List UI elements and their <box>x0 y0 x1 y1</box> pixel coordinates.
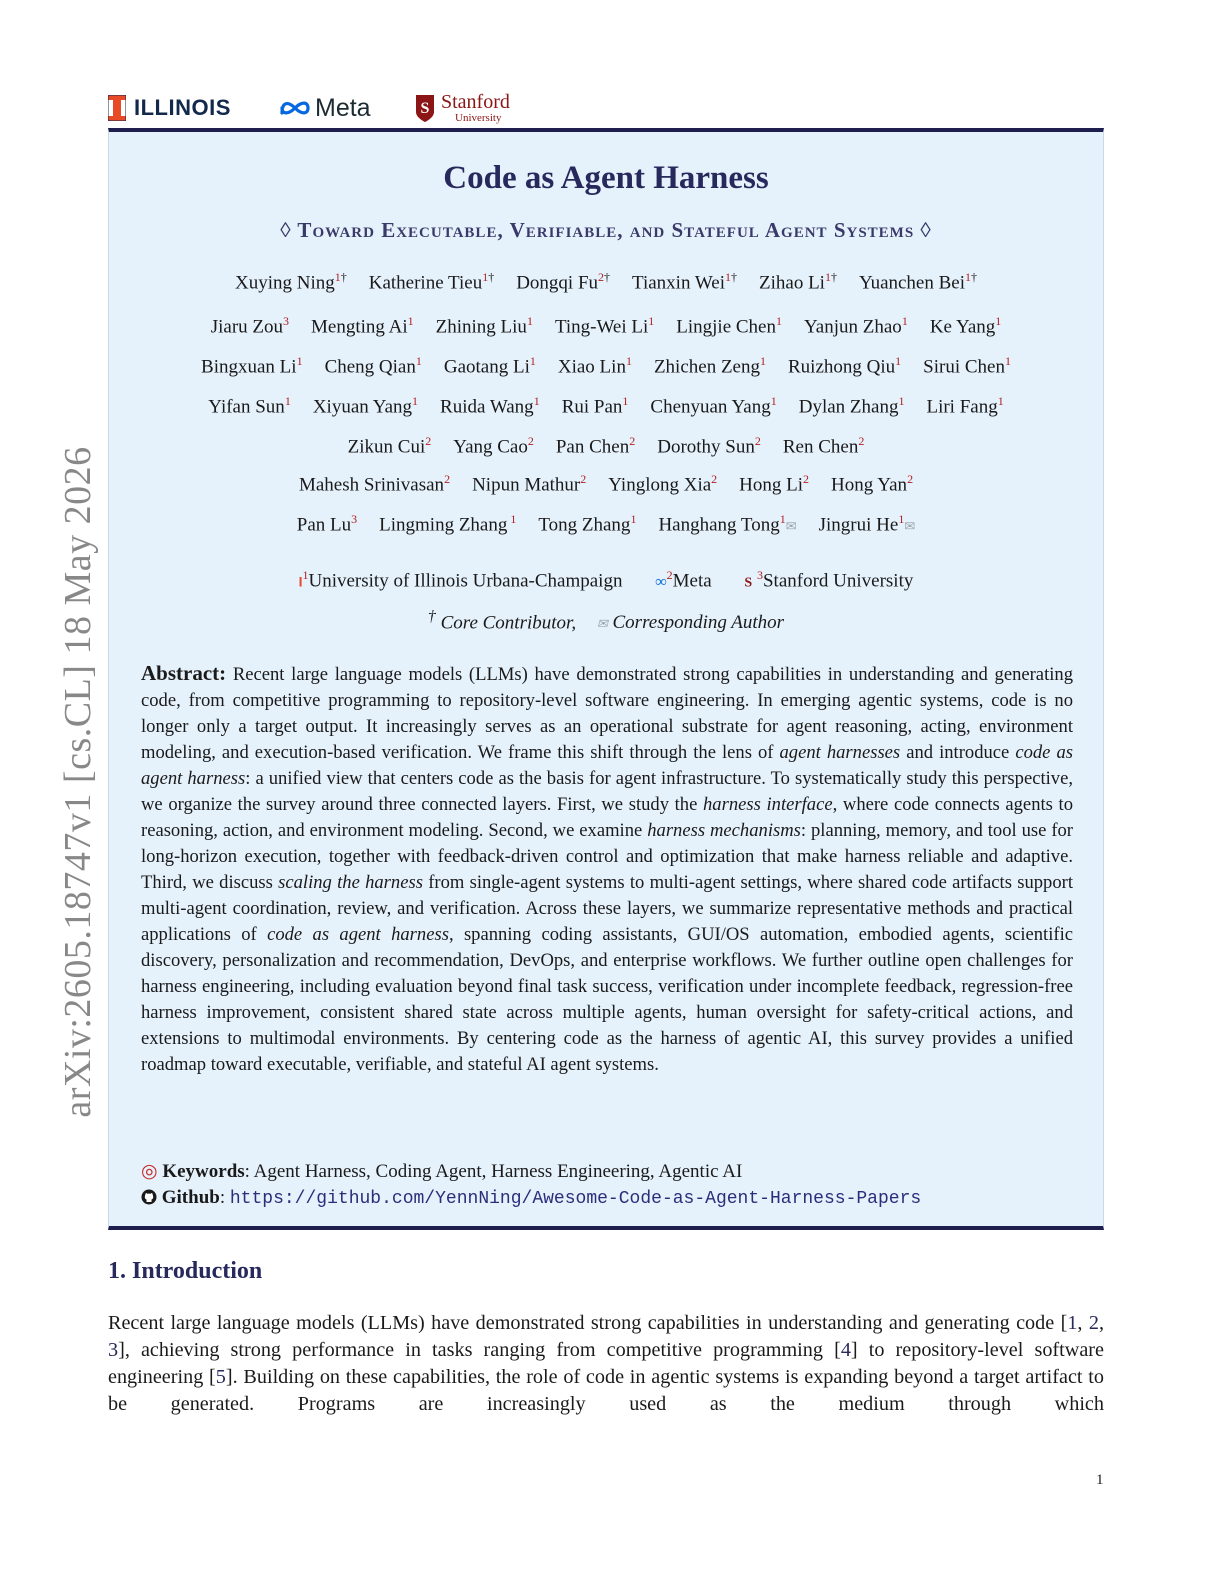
keywords-label: Keywords <box>162 1161 245 1182</box>
github-label: Github <box>161 1187 220 1208</box>
author-name: Nipun Mathur$^2$ <box>472 472 587 496</box>
author-row <box>109 394 1103 418</box>
stanford-tree-icon <box>414 92 436 124</box>
author-name: Gaotang Li$^1$ <box>443 354 536 378</box>
citation-link[interactable]: 4 <box>840 1339 851 1361</box>
dagger-icon: † <box>427 608 436 625</box>
author-name: Pan Chen$^2$ <box>555 434 636 458</box>
illinois-wordmark: ILLINOIS <box>134 95 231 120</box>
author-name: Bingxuan Li$^1$ <box>201 354 303 378</box>
author-name: Zikun Cui$^2$ <box>347 434 432 458</box>
paper-title: Code as Agent Harness <box>443 160 769 196</box>
core-contributor-note: † Core Contributor, <box>427 608 577 634</box>
keywords-line <box>141 1159 742 1185</box>
author-name: Ke Yang$^1$ <box>929 314 1002 338</box>
envelope-icon: ✉ <box>596 616 608 632</box>
author-row <box>109 354 1103 378</box>
arxiv-side-stamp: arXiv:2605.18747v1 [cs.CL] 18 May 2026 <box>57 446 99 1118</box>
author-name: Ruida Wang$^1$ <box>440 394 540 418</box>
github-icon <box>141 1189 157 1205</box>
author-name: Hong Li$^2$ <box>739 472 810 496</box>
author-name: Yinglong Xia$^2$ <box>608 472 718 496</box>
author-name: Dongqi $Fu^{2\dagger}$ <box>516 270 611 294</box>
author-name: Ren Chen$^2$ <box>782 434 865 458</box>
author-name: Xiyuan Yang$^1$ <box>312 394 419 418</box>
target-icon: ◎ <box>141 1161 158 1182</box>
logo-bar <box>108 88 1108 128</box>
author-name: Tianxin Wei$^{1\dagger}$ <box>632 270 737 294</box>
citation-link[interactable]: 5 <box>215 1366 226 1388</box>
introduction-paragraph: Recent large language models (LLMs) have demonstrated strong capabilities in understanding and generating code [1, 2, 3], achieving strong performance in tasks ranging from competitive programming [4] to repository-level software engineering [5]. Building on these capabilities, the role of code in agentic systems is expanding beyond a target artifact to be generated. Programs are increasingly used as the medium through which <box>108 1312 1104 1415</box>
dagger-icon: † <box>731 270 737 284</box>
author-name: Xuying Ning$^{1\dagger}$ <box>234 270 347 294</box>
author-name: Ruizhong Qiu$^1$ <box>788 354 902 378</box>
author-row <box>109 314 1103 338</box>
author-name: Lingming Zhang $^1$ <box>379 512 517 536</box>
author-name: Cheng Qian$^1$ <box>324 354 422 378</box>
author-name: Katherine Tieu$^{1\dagger}$ <box>368 270 495 294</box>
author-name: Hanghang Tong$^1$✉ <box>658 512 797 536</box>
author-name: Xiao Lin$^1$ <box>557 354 632 378</box>
keywords-value: : Agent Harness, Coding Agent, Harness Engineering, Agentic AI <box>244 1161 743 1182</box>
author-name: Tong Zhang$^1$ <box>538 512 637 536</box>
illinois-logo <box>108 88 231 128</box>
section-heading-introduction: 1. Introduction <box>108 1258 263 1284</box>
author-name: Pan Lu$^3$ <box>296 512 358 536</box>
illinois-mini-icon: I <box>298 573 303 590</box>
affiliation-list <box>109 568 1103 592</box>
dagger-icon: † <box>340 270 347 284</box>
author-name: Hong Yan$^2$ <box>831 472 914 496</box>
author-name: Ting-Wei Li$^1$ <box>554 314 655 338</box>
meta-mini-icon: ∞ <box>655 573 667 591</box>
author-name: Liri Fang$^1$ <box>926 394 1004 418</box>
author-name: Mengting Ai$^1$ <box>311 314 414 338</box>
contributor-legend <box>109 608 1103 634</box>
paper-subtitle: ◊ Toward Executable, Verifiable, and Stateful Agent Systems ◊ <box>280 218 932 242</box>
stanford-sub-wordmark: University <box>455 112 502 124</box>
author-name: Jiaru Zou$^3$ <box>210 314 290 338</box>
author-name: Zihao $Li^{1\dagger}$ <box>759 270 837 294</box>
author-name: Sirui Chen$^1$ <box>923 354 1011 378</box>
page-number: 1 <box>1096 1472 1104 1488</box>
title-abstract-box <box>108 128 1104 1230</box>
author-name: Zhichen Zeng$^1$ <box>653 354 766 378</box>
author-name: Lingjie Chen$^1$ <box>676 314 782 338</box>
dagger-icon: † <box>604 270 611 284</box>
abstract-label: Abstract: <box>141 661 227 685</box>
envelope-icon: ✉ <box>785 518 797 534</box>
author-row <box>109 472 1103 496</box>
stanford-logo <box>414 88 510 128</box>
abstract <box>141 660 1073 1078</box>
stanford-wordmark: Stanford <box>441 91 510 113</box>
meta-logo <box>278 88 371 128</box>
affiliation-illinois: $I^1University$ of Illinois Urbana-Champaign <box>298 568 623 592</box>
envelope-icon: ✉ <box>904 518 916 534</box>
corresponding-author-note: ✉ Corresponding Author <box>596 612 785 634</box>
author-name: Rui Pan$^1$ <box>561 394 629 418</box>
dagger-icon: † <box>971 270 978 284</box>
author-name: Mahesh Srinivasan$^2$ <box>298 472 451 496</box>
citation-link[interactable]: 3 <box>108 1339 119 1361</box>
github-line: Github: https://github.com/YennNing/Awesome-Code-as-Agent-Harness-Papers <box>141 1185 921 1212</box>
affiliation-meta: ∞$^2$Meta <box>655 568 712 592</box>
dagger-icon: † <box>830 270 837 284</box>
author-row <box>109 270 1103 294</box>
illinois-block-i-icon <box>108 95 126 121</box>
github-link[interactable]: https://github.com/YennNing/Awesome-Code-as-Agent-Harness-Papers <box>229 1189 922 1209</box>
stanford-mini-icon: S <box>744 575 753 591</box>
author-row <box>109 512 1103 536</box>
affiliation-stanford: S $^3$Stanford University <box>744 568 914 592</box>
author-row <box>109 434 1103 458</box>
author-name: Yang Cao$^2$ <box>453 434 534 458</box>
author-name: Jingrui He$^1$✉ <box>818 512 916 536</box>
dagger-icon: † <box>488 270 495 284</box>
citation-link[interactable]: 1 <box>1067 1312 1078 1334</box>
author-name: Dylan Zhang$^1$ <box>798 394 905 418</box>
abstract-body: Recent large language models (LLMs) have demonstrated strong capabilities in understanding and generating code, from competitive programming to repository-level software engineering. In emerging agentic systems, code is no longer only a target output. It increasingly serves as an operational substrate for agent reasoning, acting, environment modeling, and execution-based verification. We frame this shift through the lens of agent harnesses and introduce code as agent harness: a unified view that centers code as the basis for agent infrastructure. To systematically study this perspective, we organize the survey around three connected layers. First, we study the harness interface, where code connects agents to reasoning, action, and environment modeling. Second, we examine harness mechanisms: planning, memory, and tool use for long-horizon execution, together with feedback-driven control and optimization that make harness reliable and adaptive. Third, we discuss scaling the harness from single-agent systems to multi-agent settings, where shared code artifacts support multi-agent coordination, review, and verification. Across these layers, we summarize representative methods and practical applications of code as agent harness, spanning coding assistants, GUI/OS automation, embodied agents, scientific discovery, personalization and recommendation, DevOps, and enterprise workflows. We further outline open challenges for harness engineering, including evaluation beyond final task success, verification under incomplete feedback, regression-free harness improvement, consistent shared state across multiple agents, human oversight for safety-critical actions, and extensions to multimodal environments. By centering code as the harness of agentic AI, this survey provides a unified roadmap toward executable, verifiable, and stateful AI agent systems. <box>141 664 1074 1075</box>
meta-infinity-icon <box>278 98 312 118</box>
author-name: Yuanchen Bei$^{1\dagger}$ <box>858 270 978 294</box>
author-name: Dorothy Sun$^2$ <box>657 434 761 458</box>
citation-link[interactable]: 2 <box>1088 1312 1099 1334</box>
svg-text:S: S <box>420 100 430 117</box>
author-name: Yanjun Zhao$^1$ <box>803 314 908 338</box>
author-name: Zhining Liu$^1$ <box>435 314 533 338</box>
author-name: Chenyuan Yang$^1$ <box>650 394 777 418</box>
meta-wordmark: Meta <box>315 93 371 122</box>
author-name: Yifan Sun$^1$ <box>208 394 291 418</box>
